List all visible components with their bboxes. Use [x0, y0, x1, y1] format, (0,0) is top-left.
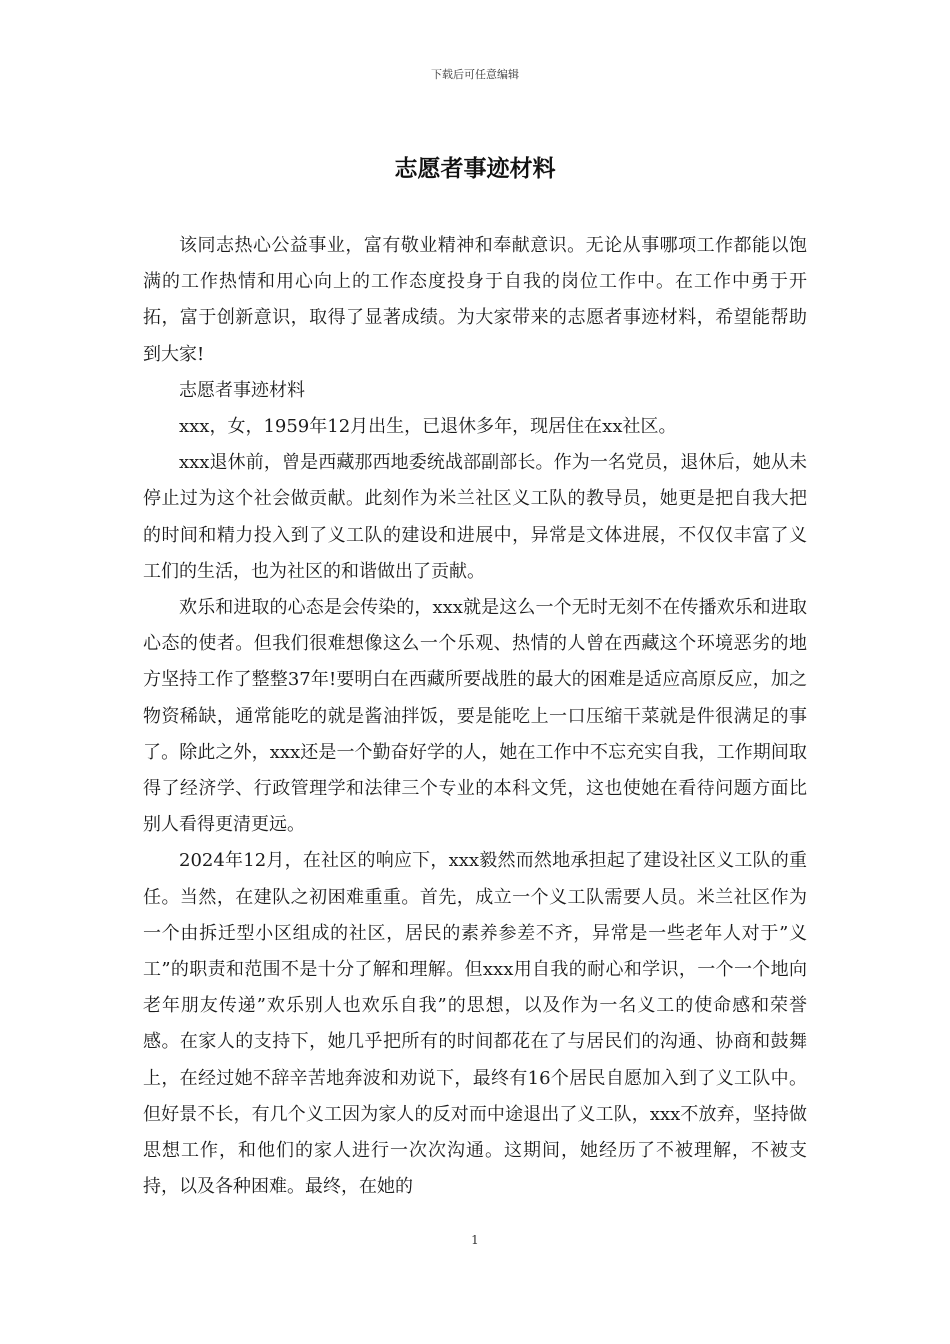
paragraph-attitude: 欢乐和进取的心态是会传染的，xxx就是这么一个无时无刻不在传播欢乐和进取心态的使者。但我们很难想像这么一个乐观、热情的人曾在西藏这个环境恶劣的地方坚持工作了整整37年!要明白在西藏所要战胜的最大的困难是适应高原反应，加之物资稀缺，通常能吃的就是酱油拌饭，要是能吃上一口压缩干菜就是件很满足的事了。除此之外，xxx还是一个勤奋好学的人，她在工作中不忘充实自我，工作期间取得了经济学、行政管理学和法律三个专业的本科文凭，这也使她在看待问题方面比别人看得更清更远。 — [143, 597, 807, 836]
paragraph-background: xxx退休前，曾是西藏那西地委统战部副部长。作为一名党员，退休后，她从未停止过为这个社会做贡献。此刻作为米兰社区义工队的教导员，她更是把自我大把的时间和精力投入到了义工队的建设和进展中，异常是文体进展，不仅仅丰富了义工们的生活，也为社区的和谐做出了贡献。 — [143, 452, 807, 582]
paragraph-intro: 该同志热心公益事业，富有敬业精神和奉献意识。无论从事哪项工作都能以饱满的工作热情和用心向上的工作态度投身于自我的岗位工作中。在工作中勇于开拓，富于创新意识，取得了显著成绩。为大家带来的志愿者事迹材料，希望能帮助到大家! — [143, 235, 807, 365]
paragraph-subtitle: 志愿者事迹材料 — [179, 379, 305, 401]
header-note: 下载后可任意编辑 — [431, 68, 519, 81]
paragraph-profile: xxx，女，1959年12月出生，已退休多年，现居住在xx社区。 — [179, 416, 677, 438]
document-title: 志愿者事迹材料 — [394, 155, 556, 182]
document-body — [143, 228, 807, 1205]
page-number: 1 — [471, 1233, 479, 1247]
paragraph-founding: 2024年12月，在社区的响应下，xxx毅然而然地承担起了建设社区义工队的重任。当然，在建队之初困难重重。首先，成立一个义工队需要人员。米兰社区作为一个由拆迁型小区组成的社区，居民的素养参差不齐，异常是一些老年人对于”义工”的职责和范围不是十分了解和理解。但xxx用自我的耐心和学识，一个一个地向老年朋友传递”欢乐别人也欢乐自我”的思想，以及作为一名义工的使命感和荣誉感。在家人的支持下，她几乎把所有的时间都花在了与居民们的沟通、协商和鼓舞上，在经过她不辞辛苦地奔波和劝说下，最终有16个居民自愿加入到了义工队中。但好景不长，有几个义工因为家人的反对而中途退出了义工队，xxx不放弃，坚持做思想工作，和他们的家人进行一次次沟通。这期间，她经历了不被理解，不被支持，以及各种困难。最终，在她的 — [143, 850, 807, 1198]
